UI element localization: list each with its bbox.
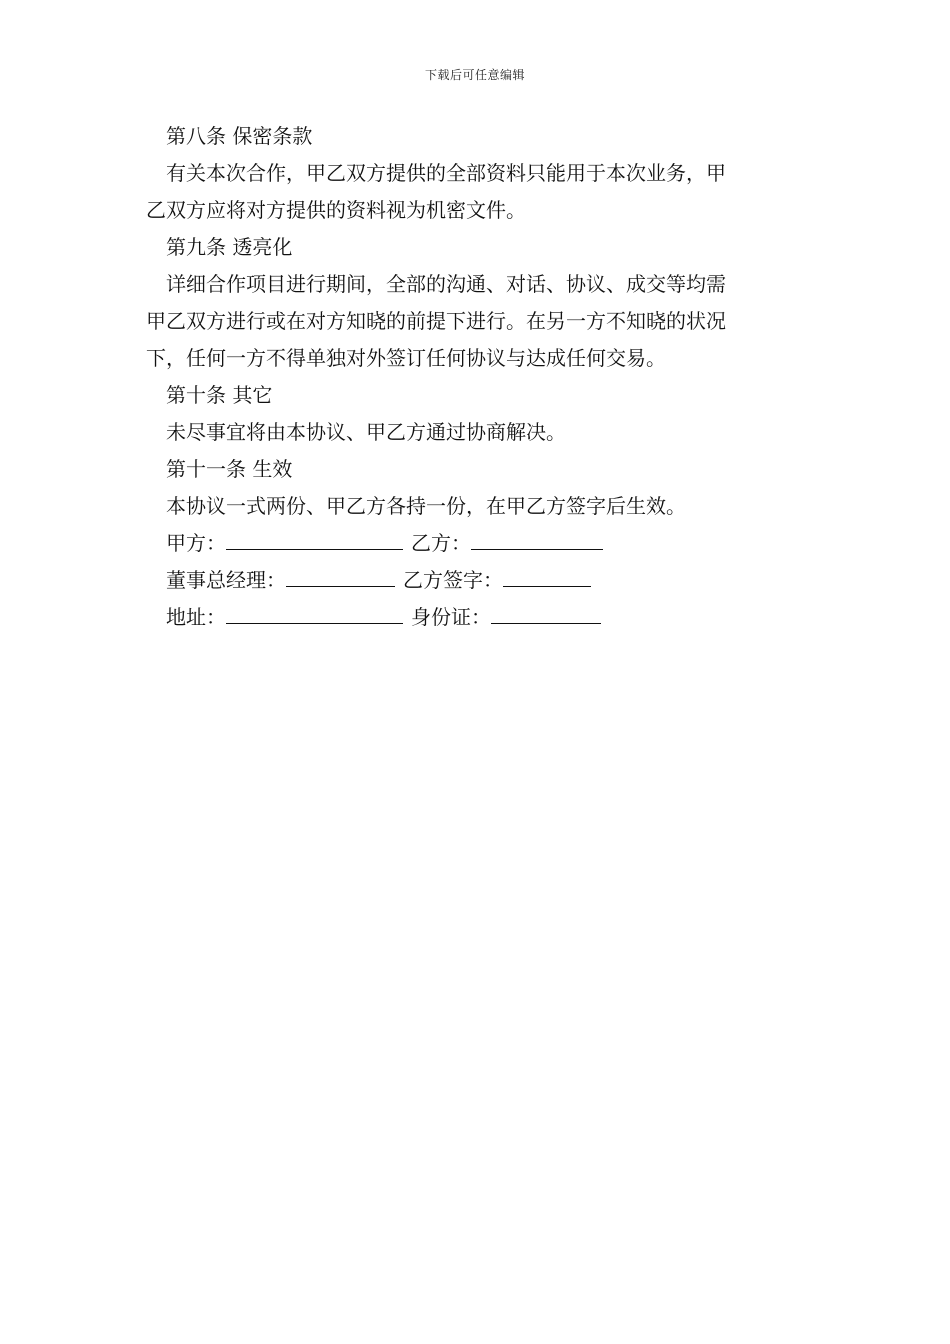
party-b-blank[interactable] bbox=[471, 525, 603, 550]
party-a-blank[interactable] bbox=[226, 525, 403, 550]
address-blank[interactable] bbox=[226, 599, 403, 624]
section-heading-effective: 第十一条 生效 bbox=[166, 457, 293, 481]
signature-row-parties bbox=[146, 525, 806, 562]
section-body-line: 有关本次合作，甲乙双方提供的全部资料只能用于本次业务，甲 bbox=[166, 161, 726, 185]
address-label: 地址： bbox=[166, 605, 226, 629]
section-body-line: 详细合作项目进行期间，全部的沟通、对话、协议、成交等均需 bbox=[166, 272, 726, 296]
section-body-line: 未尽事宜将由本协议、甲乙方通过协商解决。 bbox=[166, 420, 566, 444]
page-header-note: 下载后可任意编辑 bbox=[424, 68, 525, 82]
party-b-sign-label: 乙方签字： bbox=[403, 568, 503, 592]
chairman-blank[interactable] bbox=[286, 562, 395, 587]
section-body-line: 甲乙双方进行或在对方知晓的前提下进行。在另一方不知晓的状况 bbox=[146, 309, 726, 333]
section-body-line: 乙双方应将对方提供的资料视为机密文件。 bbox=[146, 198, 526, 222]
section-heading-transparency: 第九条 透亮化 bbox=[166, 235, 293, 259]
party-a-label: 甲方： bbox=[166, 531, 226, 555]
id-blank[interactable] bbox=[491, 599, 601, 624]
id-label: 身份证： bbox=[411, 605, 491, 629]
chairman-label: 董事总经理： bbox=[166, 568, 286, 592]
signature-row-signers bbox=[146, 562, 806, 599]
signature-row-address bbox=[146, 599, 806, 636]
section-body-line: 下，任何一方不得单独对外签订任何协议与达成任何交易。 bbox=[146, 346, 666, 370]
party-b-label: 乙方： bbox=[411, 531, 471, 555]
party-b-sign-blank[interactable] bbox=[503, 562, 591, 587]
section-heading-confidentiality: 第八条 保密条款 bbox=[166, 124, 313, 148]
section-body-line: 本协议一式两份、甲乙方各持一份，在甲乙方签字后生效。 bbox=[166, 494, 686, 518]
section-heading-other: 第十条 其它 bbox=[166, 383, 273, 407]
contract-body bbox=[146, 118, 806, 636]
